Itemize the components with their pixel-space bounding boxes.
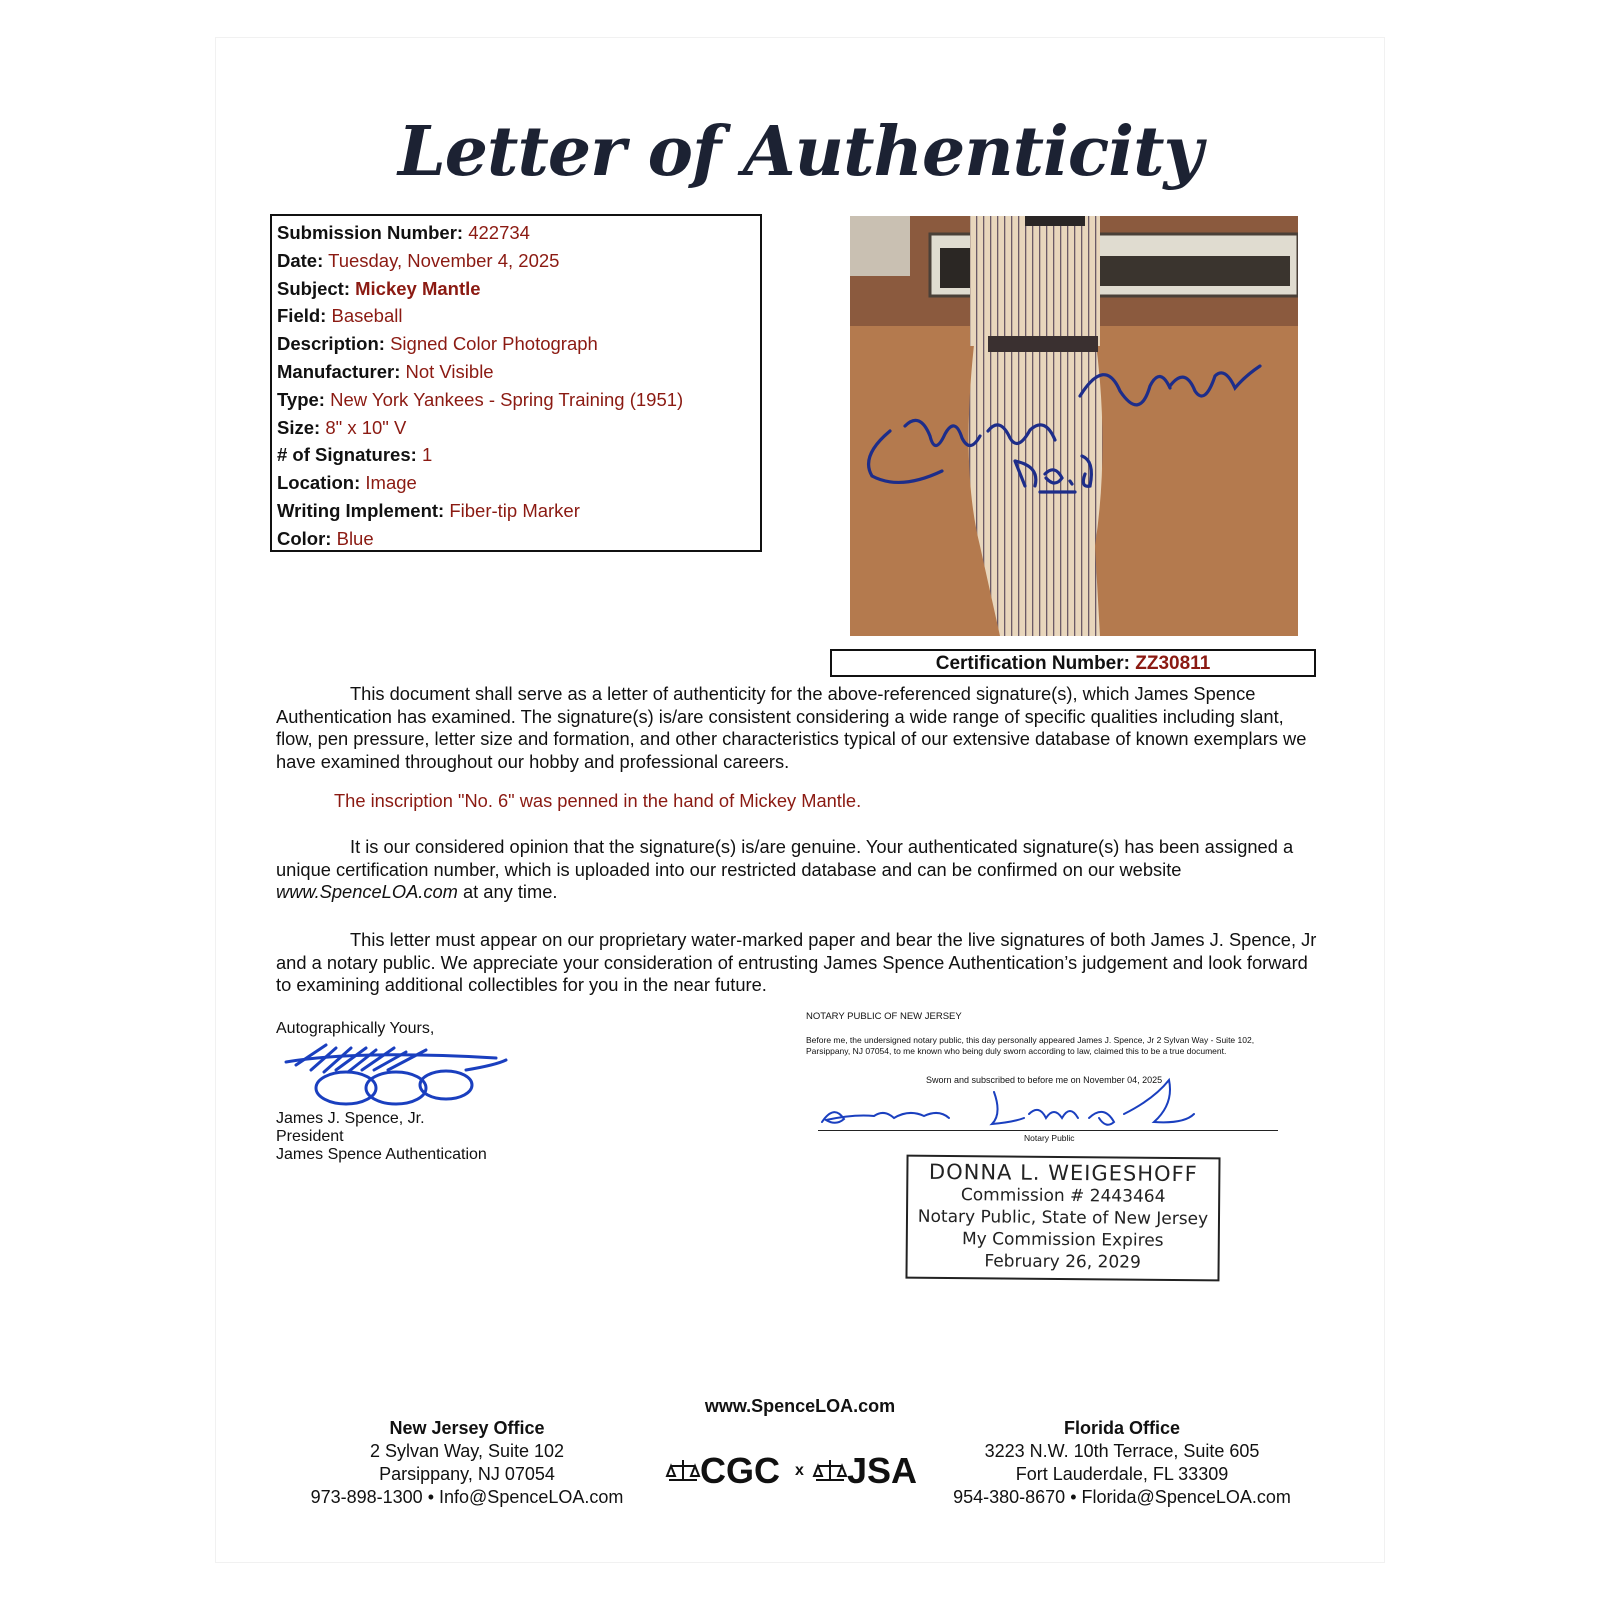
notary-stamp	[905, 1155, 1220, 1282]
notary-line-label: Notary Public	[1024, 1133, 1075, 1143]
document-title: Letter of Authenticity	[397, 112, 1203, 192]
detail-value: Blue	[336, 527, 374, 549]
body-paragraph-2	[276, 836, 1318, 904]
stamp-state: Notary Public, State of New Jersey	[917, 1206, 1209, 1230]
stamp-name: DONNA L. WEIGESHOFF	[928, 1159, 1198, 1187]
detail-row	[277, 247, 755, 275]
body-paragraph-3	[276, 929, 1318, 997]
fl-address-line: Fort Lauderdale, FL 33309	[1015, 1464, 1229, 1484]
detail-label: Submission Number:	[277, 222, 464, 243]
detail-row	[277, 219, 755, 247]
detail-value: Not Visible	[405, 360, 494, 382]
detail-row	[277, 330, 755, 358]
detail-label: Date:	[277, 249, 324, 271]
detail-label: Field:	[277, 305, 327, 327]
detail-value: Signed Color Photograph	[390, 333, 598, 355]
stamp-expires-label: My Commission Expires	[961, 1229, 1164, 1251]
detail-label: Location:	[277, 472, 361, 494]
detail-value: 422734	[468, 222, 530, 243]
body-text: at any time.	[457, 881, 558, 902]
detail-value: Baseball	[331, 305, 403, 327]
detail-row	[277, 386, 755, 414]
nj-office: New Jersey Office 2 Sylvan Way, Suite 102 Parsippany, NJ 07054 973-898-1300 • Info@SpenceLOA.com	[294, 1417, 640, 1509]
signatory-role: President	[276, 1128, 344, 1145]
mantle-signature-icon	[850, 216, 1298, 636]
detail-label: Description:	[277, 333, 385, 355]
detail-value: 1	[421, 444, 433, 466]
spence-signature-icon	[276, 1040, 516, 1110]
detail-row	[277, 497, 755, 525]
nj-email: Info@SpenceLOA.com	[439, 1487, 624, 1507]
detail-value: 8" x 10" V	[325, 416, 407, 438]
nj-office-heading: New Jersey Office	[389, 1418, 545, 1438]
detail-label: # of Signatures:	[277, 444, 417, 466]
body-text: This letter must appear on our proprietary water-marked paper and bear the live signatures of both James J. Spence, Jr and a notary public. We appreciate your consideration of entrusting James Spence Authentication’s judgement and look forward to examining additional collectibles for you in the near future.	[276, 929, 1317, 995]
logo-separator: x	[795, 1462, 804, 1479]
fl-email: Florida@SpenceLOA.com	[1081, 1487, 1291, 1507]
detail-label: Type:	[277, 388, 325, 410]
certification-number-box	[830, 649, 1316, 677]
nj-address-line: 2 Sylvan Way, Suite 102	[369, 1441, 565, 1461]
detail-value: Tuesday, November 4, 2025	[328, 249, 560, 271]
inscription-note: The inscription "No. 6" was penned in the hand of Mickey Mantle.	[334, 790, 862, 811]
detail-label: Writing Implement:	[277, 499, 445, 521]
signatory-company: James Spence Authentication	[276, 1146, 487, 1163]
website-reference: www.SpenceLOA.com	[276, 881, 458, 902]
detail-row	[277, 441, 755, 469]
stamp-commission: Commission # 2443464	[960, 1185, 1166, 1207]
detail-label: Color:	[277, 527, 332, 549]
notary-signature-icon	[814, 1074, 1224, 1136]
detail-row	[277, 525, 755, 553]
detail-row	[277, 469, 755, 497]
detail-label: Subject:	[277, 277, 350, 299]
signatory-name: James J. Spence, Jr.	[276, 1110, 425, 1127]
detail-value: New York Yankees - Spring Training (1951)	[330, 388, 684, 410]
body-text: This document shall serve as a letter of authenticity for the above-referenced signature(s), which James Spence Authentication has examined. The signature(s) is/are consistent considering a wide range of specific qualities including slant, flow, pen pressure, letter size and formation, and other characteristics typical of our extensive database of known exemplars we have examined throughout our hobby and professional careers.	[276, 683, 1307, 772]
detail-value: Image	[365, 472, 417, 494]
signed-photograph	[850, 216, 1298, 636]
detail-row	[277, 275, 755, 303]
notary-signature-line	[818, 1130, 1278, 1131]
detail-label: Size:	[277, 416, 321, 438]
detail-row	[277, 414, 755, 442]
sworn-statement: Sworn and subscribed to before me on November 04, 2025	[926, 1075, 1163, 1085]
detail-row	[277, 302, 755, 330]
certification-label: Certification Number:	[935, 653, 1130, 674]
cgc-jsa-logo	[664, 1452, 936, 1492]
jsa-logo-text: JSA	[847, 1450, 918, 1491]
details-box	[270, 214, 762, 552]
detail-value: Fiber-tip Marker	[449, 499, 580, 521]
certification-value: ZZ30811	[1135, 653, 1211, 674]
detail-row	[277, 358, 755, 386]
fl-office: Florida Office 3223 N.W. 10th Terrace, Suite 605 Fort Lauderdale, FL 33309 954-380-8670 • Florida@SpenceLOA.com	[934, 1417, 1310, 1509]
notary-text: Before me, the undersigned notary public, this day personally appeared James J. Spence, Jr 2 Sylvan Way - Suite 102, Parsippany, NJ 07054, to me known who being duly sworn according to law, claimed this to be a true document.	[806, 1035, 1255, 1056]
closing-text: Autographically Yours,	[276, 1020, 435, 1037]
signatory-block	[276, 1020, 516, 1164]
notary-heading: NOTARY PUBLIC OF NEW JERSEY	[806, 1011, 962, 1022]
cgc-logo-text: CGC	[700, 1450, 780, 1491]
nj-phone: 973-898-1300	[310, 1487, 423, 1507]
stamp-expires-date: February 26, 2029	[984, 1251, 1141, 1273]
fl-address-line: 3223 N.W. 10th Terrace, Suite 605	[984, 1441, 1260, 1461]
nj-address-line: Parsippany, NJ 07054	[379, 1464, 555, 1484]
detail-value: Mickey Mantle	[355, 277, 481, 299]
body-paragraph-1	[276, 683, 1318, 773]
footer-website: www.SpenceLOA.com	[704, 1396, 896, 1416]
detail-label: Manufacturer:	[277, 360, 401, 382]
fl-office-heading: Florida Office	[1063, 1418, 1180, 1438]
fl-phone: 954-380-8670	[953, 1487, 1066, 1507]
body-text: It is our considered opinion that the signature(s) is/are genuine. Your authenticated signature(s) has been assigned a unique certification number, which is uploaded into our restricted database and can be confirmed on our website	[276, 836, 1294, 880]
